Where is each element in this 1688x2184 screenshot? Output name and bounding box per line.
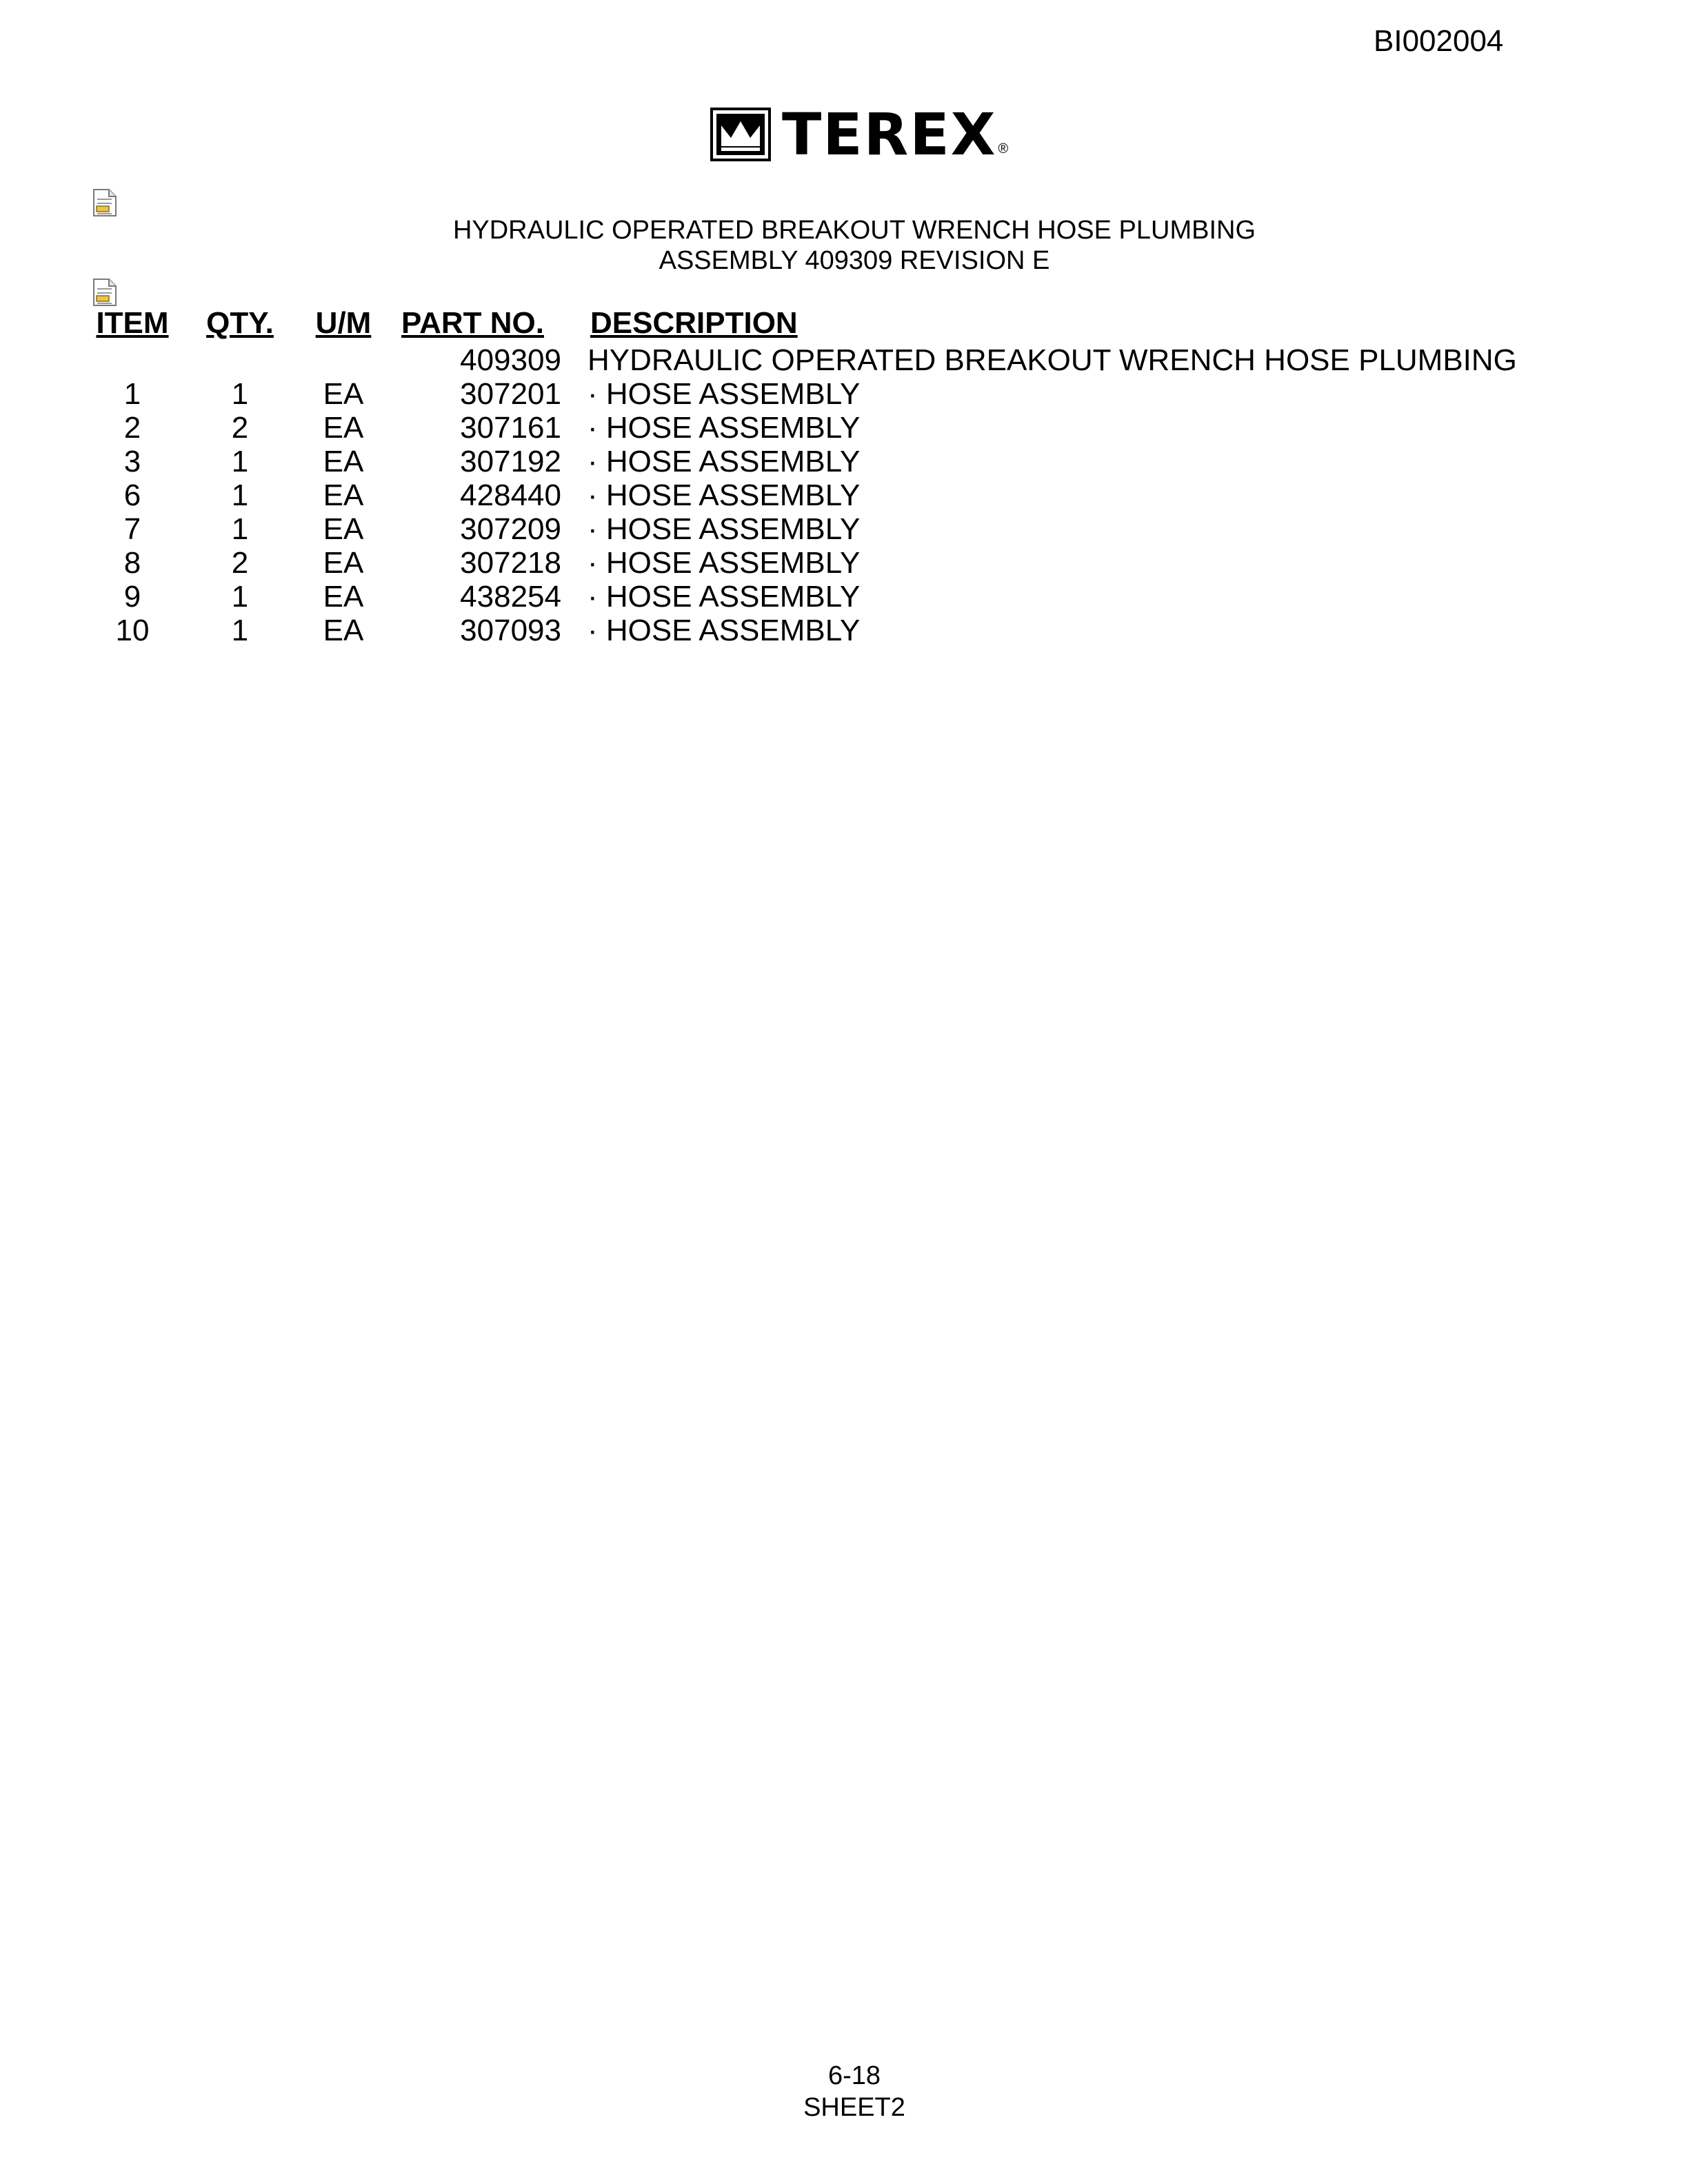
cell-description: · HOSE ASSEMBLY: [587, 580, 861, 614]
table-row: [0, 512, 1688, 546]
header-description: DESCRIPTION: [590, 306, 798, 340]
cell-part-no: 307218: [460, 546, 561, 580]
cell-item: 7: [123, 512, 141, 546]
cell-qty: 2: [231, 411, 249, 445]
cell-part-no: 428440: [460, 478, 561, 512]
cell-description: · HOSE ASSEMBLY: [587, 546, 861, 580]
cell-description: · HOSE ASSEMBLY: [587, 614, 861, 647]
cell-um: EA: [323, 377, 364, 411]
cell-item: 6: [123, 478, 141, 512]
title-line-1: HYDRAULIC OPERATED BREAKOUT WRENCH HOSE PLUMBING: [452, 216, 1256, 245]
table-row: [0, 445, 1688, 478]
cell-qty: 1: [231, 445, 249, 478]
page-footer: [0, 2060, 1688, 2123]
cell-item: 1: [123, 377, 141, 411]
header-item: ITEM: [96, 306, 169, 340]
cell-um: EA: [323, 445, 364, 478]
registered-mark: ®: [998, 141, 1009, 156]
cell-description: HYDRAULIC OPERATED BREAKOUT WRENCH HOSE PLUMBING: [587, 343, 1517, 377]
table-row: [0, 377, 1688, 411]
note-document-icon[interactable]: [91, 188, 119, 218]
cell-part-no: 307209: [460, 512, 561, 546]
cell-description: · HOSE ASSEMBLY: [587, 478, 861, 512]
cell-um: EA: [323, 580, 364, 614]
table-row: [0, 478, 1688, 512]
cell-item: 8: [123, 546, 141, 580]
cell-part-no: 307161: [460, 411, 561, 445]
logo-wordmark: TEREX: [782, 101, 997, 168]
table-row: [0, 614, 1688, 647]
document-id: BI002004: [1374, 24, 1504, 58]
cell-item: 9: [123, 580, 141, 614]
cell-item: 2: [123, 411, 141, 445]
cell-qty: 1: [231, 580, 249, 614]
table-row: [0, 411, 1688, 445]
cell-description: · HOSE ASSEMBLY: [587, 411, 861, 445]
cell-part-no: 307201: [460, 377, 561, 411]
table-row: [0, 343, 1688, 377]
cell-item: 3: [123, 445, 141, 478]
header-part-no: PART NO.: [401, 306, 544, 340]
header-um: U/M: [315, 306, 372, 340]
cell-part-no: 307093: [460, 614, 561, 647]
cell-description: · HOSE ASSEMBLY: [587, 377, 861, 411]
terex-logo: [710, 101, 1009, 168]
parts-table: [0, 303, 1688, 647]
cell-description: · HOSE ASSEMBLY: [587, 445, 861, 478]
page-number: 6-18: [827, 2061, 881, 2090]
terex-crown-logo-icon: [710, 108, 771, 161]
title-line-2: ASSEMBLY 409309 REVISION E: [659, 246, 1050, 275]
sheet-label: SHEET2: [803, 2093, 905, 2122]
cell-qty: 1: [231, 614, 249, 647]
cell-qty: 2: [231, 546, 249, 580]
table-row: [0, 546, 1688, 580]
cell-qty: 1: [231, 478, 249, 512]
cell-um: EA: [323, 411, 364, 445]
cell-part-no: 438254: [460, 580, 561, 614]
cell-part-no: 307192: [460, 445, 561, 478]
page-title: [0, 215, 1688, 276]
cell-um: EA: [323, 614, 364, 647]
cell-um: EA: [323, 546, 364, 580]
header-qty: QTY.: [206, 306, 274, 340]
cell-um: EA: [323, 478, 364, 512]
cell-description: · HOSE ASSEMBLY: [587, 512, 861, 546]
cell-um: EA: [323, 512, 364, 546]
cell-part-no: 409309: [460, 343, 561, 377]
cell-qty: 1: [231, 377, 249, 411]
table-header-row: [0, 303, 1688, 343]
cell-qty: 1: [231, 512, 249, 546]
table-row: [0, 580, 1688, 614]
cell-item: 10: [115, 614, 150, 647]
